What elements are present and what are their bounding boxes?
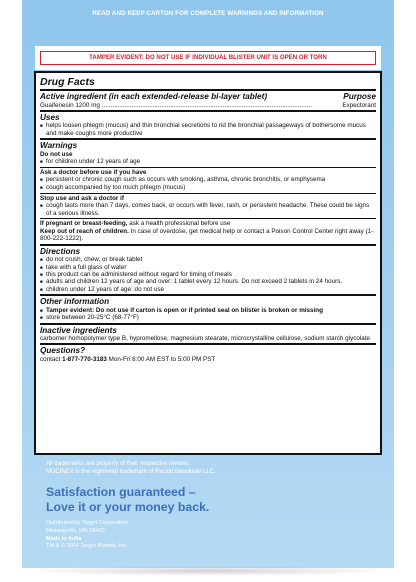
inactive-ingredients-text: carbomer homopolymer type B, hypromellose, magnesium stearate, microcrystalline cellulose, sodium starch glycolate	[40, 335, 371, 343]
ask-doctor-item: ■ cough accompanied by too much phlegm (mucus)	[40, 184, 376, 191]
divider	[40, 244, 376, 246]
divider	[40, 89, 376, 91]
satisfaction-line: Satisfaction guaranteed –	[46, 485, 196, 499]
leader-dots: ........................................................................................................................	[101, 101, 312, 109]
warnings-heading: Warnings	[40, 141, 78, 151]
read-keep-banner: READ AND KEEP CARTON FOR COMPLETE WARNINGS AND INFORMATION	[92, 10, 324, 17]
pregnancy-warning-text: ask a health professional before use	[127, 220, 231, 228]
directions-item: ■ do not crush, chew, or break tablet	[40, 256, 376, 263]
directions-heading: Directions	[40, 246, 81, 256]
questions-heading: Questions?	[40, 346, 86, 356]
uses-heading: Uses	[40, 112, 60, 122]
made-in-line: Made in India	[46, 535, 82, 542]
keep-out-of-reach	[40, 228, 376, 243]
uses-item: ■ helps loosen phlegm (mucus) and thin bronchial secretions to rid the bronchial passageways of bothersome mucus and make coughs more productive	[40, 122, 376, 137]
active-ingredient-row	[40, 102, 376, 109]
satisfaction-line: Love it or your money back.	[46, 499, 210, 514]
divider	[40, 294, 376, 296]
drug-facts-panel	[34, 71, 382, 455]
satisfaction-guarantee	[46, 485, 209, 514]
divider	[40, 343, 376, 345]
stop-use-item: ■ cough lasts more than 7 days, comes back, or occurs with fever, rash, or persistent headache. These could be signs of a serious illness.	[40, 202, 376, 217]
pregnancy-warning	[40, 220, 376, 227]
copyright-line: TM & © 2024 Target Brands, Inc.	[46, 543, 128, 550]
divider	[40, 323, 376, 325]
directions-item: ■ take with a full glass of water	[40, 264, 376, 271]
divider	[40, 138, 376, 140]
do-not-use-item: ■ for children under 12 years of age	[40, 158, 376, 165]
directions-item: ■ adults and children 12 years of age and over: 1 tablet every 12 hours. Do not exceed 2 tablets in 24 hours.	[40, 278, 376, 285]
divider	[40, 110, 376, 112]
trademark-line: All trademarks are property of their respective owners.	[46, 461, 191, 467]
questions-prefix: contact	[40, 355, 63, 363]
questions-contact	[40, 356, 376, 363]
pregnancy-warning-bold: If pregnant or breast-feeding,	[40, 220, 128, 228]
other-information-tamper: ■ Tamper evident: Do not use if carton is open or if printed seal on blister is broken or missing	[40, 307, 376, 314]
distributor-info	[46, 520, 128, 551]
do-not-use-heading: Do not use	[40, 150, 73, 158]
other-information-store: ■ store between 20-25°C (68-77°F)	[40, 314, 376, 321]
active-ingredient-header	[40, 92, 376, 102]
carton-shadow	[20, 566, 396, 576]
inactive-ingredients-heading: Inactive ingredients	[40, 325, 117, 335]
active-ingredient-heading: Active ingredient (in each extended-release bi-layer tablet)	[40, 92, 268, 101]
tamper-evident-banner: TAMPER EVIDENT: DO NOT USE IF INDIVIDUAL BLISTER UNIT IS OPEN OR TORN	[40, 51, 376, 65]
distributor-line: Distributed by Target Corporation	[46, 520, 128, 526]
purpose-heading: Purpose	[343, 92, 376, 101]
ask-doctor-item: ■ persistent or chronic cough such as occurs with smoking, asthma, chronic bronchitis, or emphysema	[40, 176, 376, 183]
other-information-heading: Other information	[40, 297, 110, 307]
trademark-notice	[46, 461, 216, 476]
questions-phone: 1-877-770-3183	[62, 355, 107, 363]
directions-item: ■ this product can be administered without regard for timing of meals	[40, 271, 376, 278]
distributor-line: Minneapolis, MN 55403	[46, 527, 105, 534]
divider	[40, 218, 376, 219]
keep-out-of-reach-bold: Keep out of reach of children.	[40, 227, 129, 235]
ask-doctor-heading: Ask a doctor before use if you have	[40, 169, 147, 177]
active-ingredient-name: Guaifenesin 1200 mg	[40, 101, 100, 109]
directions-item: ■ children under 12 years of age: do not use	[40, 286, 376, 293]
divider	[40, 193, 376, 194]
divider	[40, 167, 376, 168]
drug-facts-title: Drug Facts	[40, 76, 95, 88]
keep-out-of-reach-text: In case of overdose, get medical help or contact a Poison Control Center right away (1-800-222-1222).	[40, 227, 374, 243]
trademark-line: MUCINEX is the registered trademark of Reckitt Benckiser LLC.	[46, 468, 216, 475]
questions-hours: Mon-Fri 8:00 AM EST to 5:00 PM PST	[106, 355, 216, 363]
stop-use-heading: Stop use and ask a doctor if	[40, 194, 124, 202]
active-ingredient-purpose: Expectorant	[342, 101, 376, 109]
